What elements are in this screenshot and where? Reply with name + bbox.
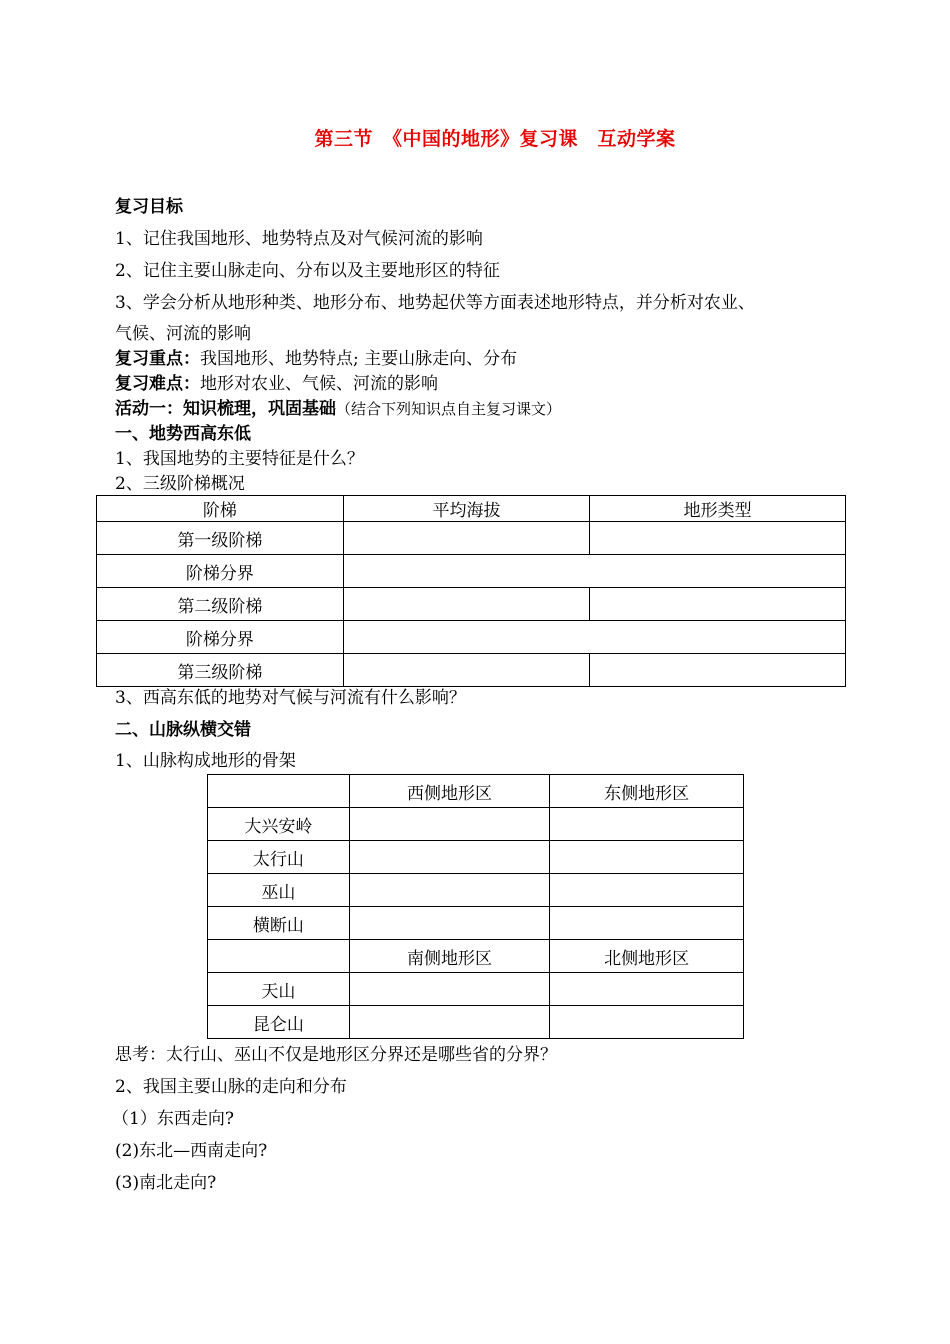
ladder-table xyxy=(96,495,846,687)
row-label: 第二级阶梯 xyxy=(97,588,344,621)
blank-cell[interactable] xyxy=(343,588,590,621)
question: 1、山脉构成地形的骨架 xyxy=(115,751,296,771)
blank-cell[interactable] xyxy=(343,621,845,654)
blank-cell[interactable] xyxy=(590,588,846,621)
blank-cell[interactable] xyxy=(590,522,846,555)
header-cell: 阶梯 xyxy=(97,496,344,522)
table-row xyxy=(208,808,744,841)
goals-heading: 复习目标 xyxy=(115,197,183,217)
row-label: 太行山 xyxy=(208,841,350,874)
goal-item: 气候、河流的影响 xyxy=(115,324,251,344)
section2-heading: 二、山脉纵横交错 xyxy=(115,720,251,740)
row-label: 第一级阶梯 xyxy=(97,522,344,555)
goal-item: 2、记住主要山脉走向、分布以及主要地形区的特征 xyxy=(115,261,500,281)
table-row xyxy=(208,841,744,874)
table-row xyxy=(208,874,744,907)
activity xyxy=(115,398,561,420)
table-row xyxy=(97,654,846,687)
row-label: 阶梯分界 xyxy=(97,621,344,654)
row-label: 昆仑山 xyxy=(208,1006,350,1039)
page-title: 第三节 《中国的地形》复习课 互动学案 xyxy=(314,128,676,150)
question: 2、我国主要山脉的走向和分布 xyxy=(115,1077,347,1097)
section1-heading: 一、地势西高东低 xyxy=(115,424,251,444)
header-cell: 东侧地形区 xyxy=(550,775,744,808)
table-header-row xyxy=(97,496,846,522)
think-question: 思考：太行山、巫山不仅是地形区分界还是哪些省的分界？ xyxy=(115,1045,557,1065)
blank-cell[interactable] xyxy=(550,874,744,907)
blank-cell[interactable] xyxy=(343,522,590,555)
question: 1、我国地势的主要特征是什么？ xyxy=(115,449,364,469)
blank-cell[interactable] xyxy=(349,1006,550,1039)
header-cell: 平均海拔 xyxy=(343,496,590,522)
table-header-row xyxy=(208,940,744,973)
row-label: 天山 xyxy=(208,973,350,1006)
table-row xyxy=(97,588,846,621)
blank-cell[interactable] xyxy=(343,654,590,687)
blank-cell[interactable] xyxy=(349,808,550,841)
mountain-table xyxy=(207,774,744,1039)
table-row xyxy=(208,973,744,1006)
key-points-label: 复习重点： xyxy=(115,349,200,369)
header-cell: 北侧地形区 xyxy=(550,940,744,973)
blank-cell[interactable] xyxy=(349,973,550,1006)
key-points xyxy=(115,348,517,370)
difficulties xyxy=(115,373,438,395)
direction-item: （1）东西走向? xyxy=(112,1109,234,1129)
goal-item: 3、学会分析从地形种类、地形分布、地势起伏等方面表述地形特点，并分析对农业、 xyxy=(115,293,755,313)
key-points-text: 我国地形、地势特点; 主要山脉走向、分布 xyxy=(200,349,518,369)
difficulties-text: 地形对农业、气候、河流的影响 xyxy=(200,374,438,394)
table-header-row xyxy=(208,775,744,808)
blank-cell[interactable] xyxy=(550,808,744,841)
blank-cell[interactable] xyxy=(550,841,744,874)
difficulties-label: 复习难点： xyxy=(115,374,200,394)
header-cell: 南侧地形区 xyxy=(349,940,550,973)
row-label: 阶梯分界 xyxy=(97,555,344,588)
row-label: 第三级阶梯 xyxy=(97,654,344,687)
blank-cell[interactable] xyxy=(349,841,550,874)
table-row xyxy=(97,555,846,588)
question: 2、三级阶梯概况 xyxy=(115,474,245,494)
direction-item: (3)南北走向? xyxy=(115,1173,217,1193)
row-label: 巫山 xyxy=(208,874,350,907)
table-row xyxy=(97,621,846,654)
row-label: 横断山 xyxy=(208,907,350,940)
header-cell xyxy=(208,775,350,808)
goal-item: 1、记住我国地形、地势特点及对气候河流的影响 xyxy=(115,229,483,249)
direction-item: (2)东北—西南走向? xyxy=(115,1141,268,1161)
table-row xyxy=(208,907,744,940)
activity-note: （结合下列知识点自主复习课文） xyxy=(336,400,562,418)
blank-cell[interactable] xyxy=(550,973,744,1006)
blank-cell[interactable] xyxy=(550,907,744,940)
header-cell: 地形类型 xyxy=(590,496,846,522)
header-cell: 西侧地形区 xyxy=(349,775,550,808)
blank-cell[interactable] xyxy=(349,907,550,940)
blank-cell[interactable] xyxy=(349,874,550,907)
blank-cell[interactable] xyxy=(343,555,845,588)
row-label: 大兴安岭 xyxy=(208,808,350,841)
blank-cell[interactable] xyxy=(550,1006,744,1039)
table-row xyxy=(208,1006,744,1039)
blank-cell[interactable] xyxy=(590,654,846,687)
header-cell xyxy=(208,940,350,973)
question: 3、西高东低的地势对气候与河流有什么影响？ xyxy=(115,688,466,708)
table-row xyxy=(97,522,846,555)
activity-label: 活动一：知识梳理，巩固基础 xyxy=(115,399,336,419)
